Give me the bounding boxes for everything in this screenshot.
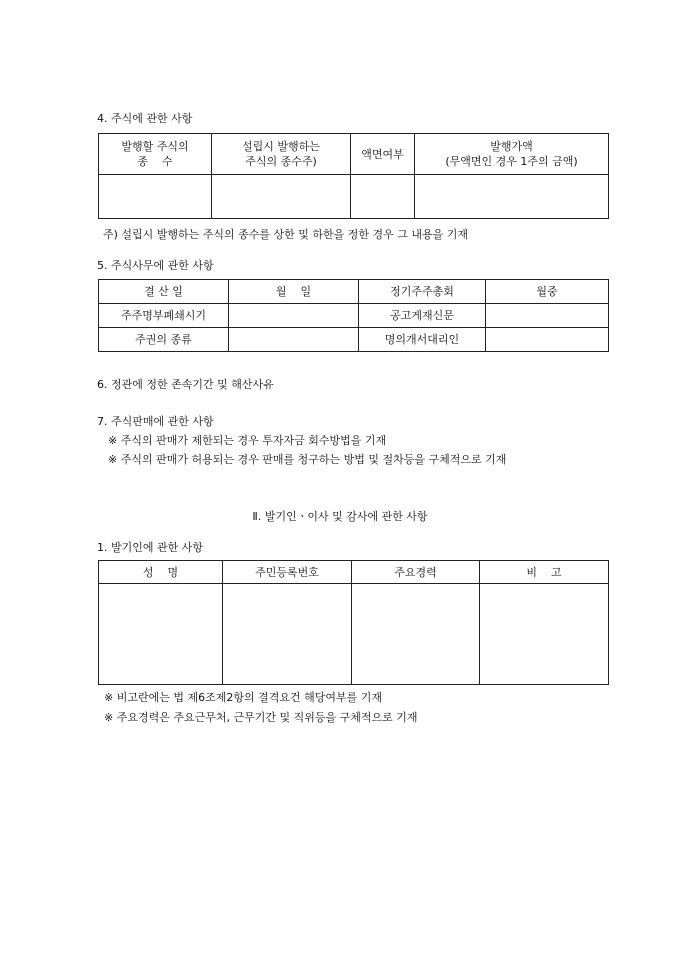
- section-7-note-1: ※ 주식의 판매가 제한되는 경우 투자자금 회수방법을 기재: [108, 434, 387, 447]
- label-general-meeting: 정기주주총회: [359, 280, 486, 304]
- value-notice-newspaper[interactable]: [486, 304, 609, 328]
- value-general-meeting[interactable]: 월중: [486, 280, 609, 304]
- section-6-title: 6. 정관에 정한 존속기간 및 해산사유: [97, 378, 274, 391]
- section-7-note-2: ※ 주식의 판매가 허용되는 경우 판매를 청구하는 방법 및 절차등을 구체적으로 기재: [108, 453, 507, 466]
- header-issue-price: [415, 134, 609, 175]
- promoters-table: [98, 560, 609, 685]
- section-7-title: 7. 주식판매에 관한 사항: [97, 415, 214, 428]
- stock-table: [98, 133, 609, 219]
- header-remarks: 비 고: [480, 561, 609, 584]
- cell-resident-number[interactable]: [223, 584, 352, 685]
- cell-issue-price[interactable]: [415, 175, 609, 219]
- header-issue-price-line1: 발행가액: [490, 140, 533, 153]
- header-resident-number: 주민등록번호: [223, 561, 352, 584]
- header-shares-at-founding-line1: 설립시 발행하는: [242, 140, 320, 153]
- label-register-closing: 주주명부폐쇄시기: [99, 304, 229, 328]
- section-4-title: 4. 주식에 관한 사항: [97, 112, 193, 125]
- value-settlement-date[interactable]: 월 일: [229, 280, 359, 304]
- header-par-value: 액면여부: [351, 134, 415, 175]
- header-shares-at-founding: [212, 134, 351, 175]
- value-transfer-agent[interactable]: [486, 328, 609, 352]
- promoters-note-1: ※ 비고란에는 법 제6조제2항의 결격요건 해당여부를 기재: [104, 691, 382, 704]
- header-shares-to-issue: [99, 134, 212, 175]
- header-career: 주요경력: [352, 561, 480, 584]
- label-certificate-type: 주권의 종류: [99, 328, 229, 352]
- cell-shares-to-issue[interactable]: [99, 175, 212, 219]
- promoters-title: 1. 발기인에 관한 사항: [97, 541, 203, 554]
- stock-affairs-table: [98, 279, 609, 352]
- header-name: 성 명: [99, 561, 223, 584]
- cell-name[interactable]: [99, 584, 223, 685]
- header-shares-to-issue-line1: 발행할 주식의: [121, 140, 189, 153]
- cell-shares-at-founding[interactable]: [212, 175, 351, 219]
- cell-career[interactable]: [352, 584, 480, 685]
- cell-remarks[interactable]: [480, 584, 609, 685]
- section-5-title: 5. 주식사무에 관한 사항: [97, 259, 214, 272]
- header-issue-price-line2: (무액면인 경우 1주의 금액): [445, 155, 578, 168]
- header-shares-to-issue-line2: 종 수: [137, 155, 173, 168]
- label-settlement-date: 결 산 일: [99, 280, 229, 304]
- value-register-closing[interactable]: [229, 304, 359, 328]
- cell-par-value[interactable]: [351, 175, 415, 219]
- label-transfer-agent: 명의개서대리인: [359, 328, 486, 352]
- promoters-note-2: ※ 주요경력은 주요근무처, 근무기간 및 직위등을 구체적으로 기재: [104, 711, 418, 724]
- value-certificate-type[interactable]: [229, 328, 359, 352]
- part-2-title: Ⅱ. 발기인ㆍ이사 및 감사에 관한 사항: [252, 510, 428, 523]
- header-shares-at-founding-line2: 주식의 종수주): [245, 155, 317, 168]
- section-4-note: 주) 설립시 발행하는 주식의 종수를 상한 및 하한을 정한 경우 그 내용을 기재: [103, 228, 469, 241]
- label-notice-newspaper: 공고게재신문: [359, 304, 486, 328]
